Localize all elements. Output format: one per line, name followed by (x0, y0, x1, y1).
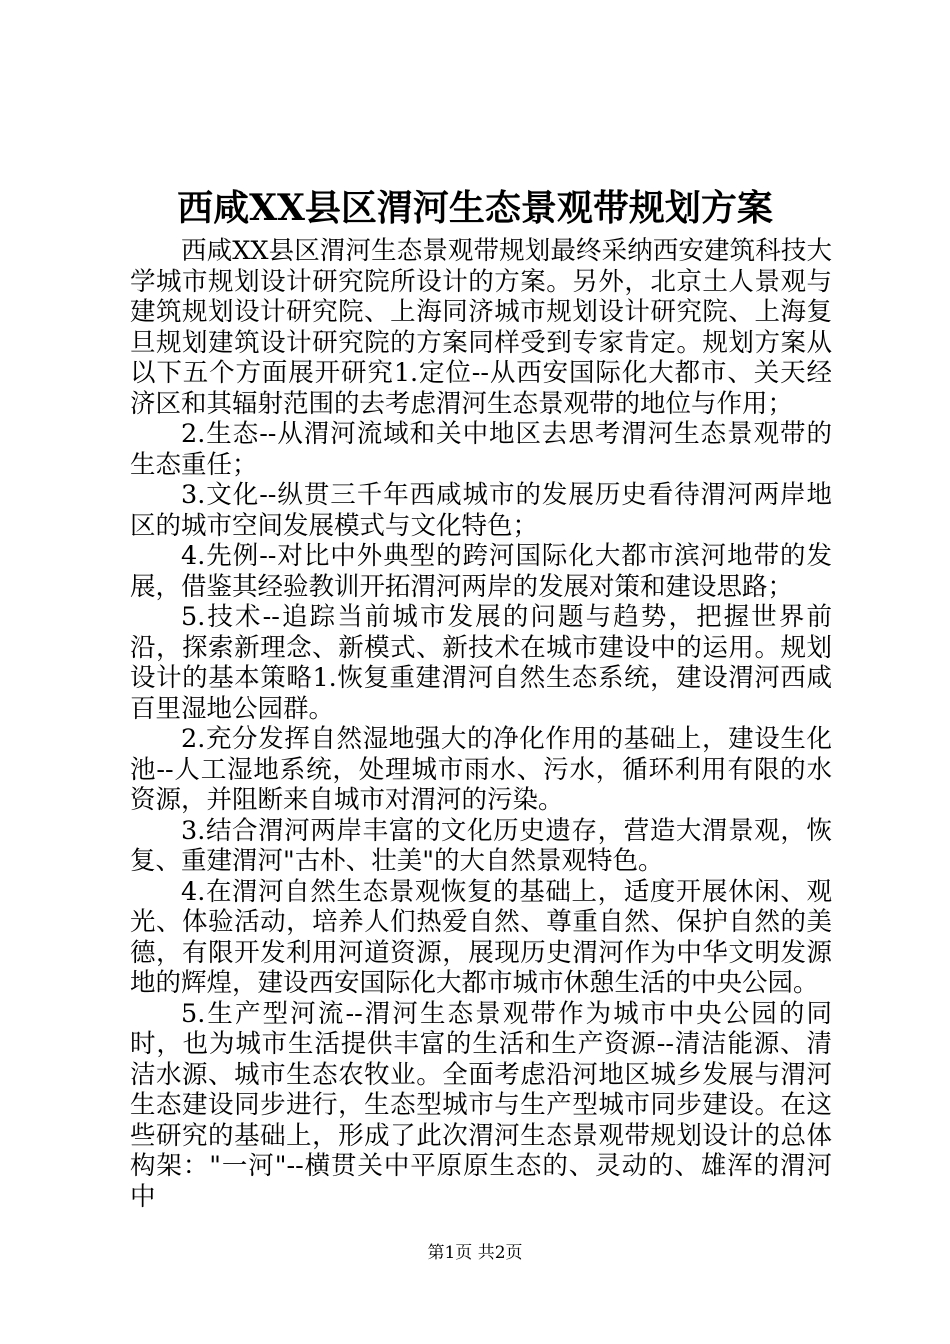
paragraph-3: 3.文化--纵贯三千年西咸城市的发展历史看待渭河两岸地区的城市空间发展模式与文化特色； (130, 480, 832, 541)
paragraph-4: 4.先例--对比中外典型的跨河国际化大都市滨河地带的发展，借鉴其经验教训开拓渭河两岸的发展对策和建设思路； (130, 541, 832, 602)
paragraph-7: 3.结合渭河两岸丰富的文化历史遗存，营造大渭景观，恢复、重建渭河"古朴、壮美"的大自然景观特色。 (130, 815, 832, 876)
paragraph-8: 4.在渭河自然生态景观恢复的基础上，适度开展休闲、观光、体验活动，培养人们热爱自然、尊重自然、保护自然的美德，有限开发利用河道资源，展现历史渭河作为中华文明发源地的辉煌，建设西安国际化大都市城市休憩生活的中央公园。 (130, 876, 832, 998)
paragraph-6: 2.充分发挥自然湿地强大的净化作用的基础上，建设生化池--人工湿地系统，处理城市雨水、污水，循环利用有限的水资源，并阻断来自城市对渭河的污染。 (130, 724, 832, 815)
paragraph-9: 5.生产型河流--渭河生态景观带作为城市中央公园的同时，也为城市生活提供丰富的生活和生产资源--清洁能源、清洁水源、城市生态农牧业。全面考虑沿河地区城乡发展与渭河生态建设同步进行，生态型城市与生产型城市同步建设。在这些研究的基础上，形成了此次渭河生态景观带规划设计的总体构架："一河"--横贯关中平原原生态的、灵动的、雄浑的渭河中 (130, 998, 832, 1212)
paragraph-2: 2.生态--从渭河流域和关中地区去思考渭河生态景观带的生态重任； (130, 419, 832, 480)
document-title: 西咸XX县区渭河生态景观带规划方案 (177, 187, 773, 229)
page-number-footer: 第1页 共2页 (427, 1243, 523, 1263)
paragraph-1: 西咸XX县区渭河生态景观带规划最终采纳西安建筑科技大学城市规划设计研究院所设计的方案。另外，北京土人景观与建筑规划设计研究院、上海同济城市规划设计研究院、上海复旦规划建筑设计研究院的方案同样受到专家肯定。规划方案从以下五个方面展开研究1.定位--从西安国际化大都市、关天经济区和其辐射范围的去考虑渭河生态景观带的地位与作用； (130, 236, 832, 419)
document-body (130, 236, 832, 1212)
paragraph-5: 5.技术--追踪当前城市发展的问题与趋势，把握世界前沿，探索新理念、新模式、新技术在城市建设中的运用。规划设计的基本策略1.恢复重建渭河自然生态系统，建设渭河西咸百里湿地公园群。 (130, 602, 832, 724)
